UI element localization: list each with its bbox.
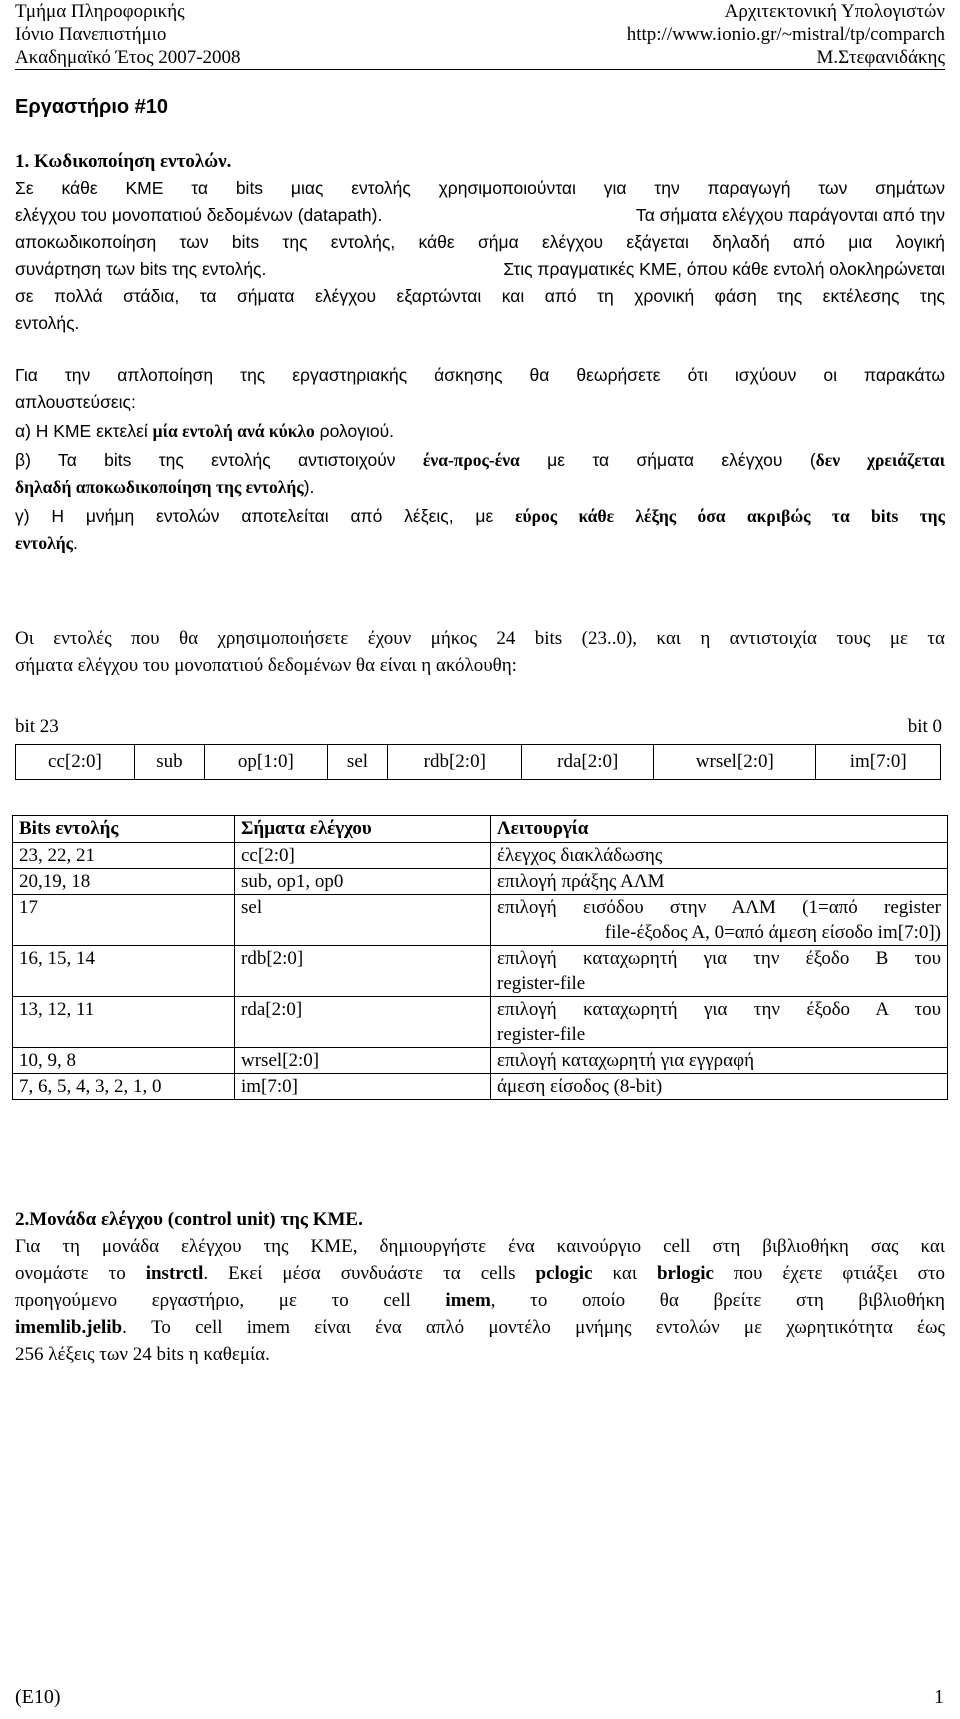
text-bold: δηλαδή αποκωδικοποίηση της εντολής bbox=[15, 477, 304, 497]
bits-cell: 16, 15, 14 bbox=[13, 946, 235, 997]
text-bold: εντολής bbox=[15, 533, 74, 553]
text: β) Τα bits της εντολής αντιστοιχούν bbox=[15, 450, 423, 470]
intro-line: εντολής. bbox=[15, 313, 80, 333]
signals-cell: im[7:0] bbox=[235, 1074, 491, 1100]
column-header: Λειτουργία bbox=[491, 816, 948, 843]
intro-line-row bbox=[15, 202, 945, 229]
body-line: 256 λέξεις των 24 bits η καθεμία. bbox=[15, 1344, 270, 1365]
text: ρολογιού. bbox=[314, 421, 395, 441]
header-row-2 bbox=[15, 24, 945, 45]
simplification-b-line1 bbox=[15, 447, 945, 474]
cell-name-bold: brlogic bbox=[656, 1263, 714, 1284]
signals-cell: rdb[2:0] bbox=[235, 946, 491, 997]
text-bold: δεν χρειάζεται bbox=[815, 450, 945, 470]
intro-line: ελέγχου του μονοπατιού δεδομένων (datapath). bbox=[15, 205, 383, 225]
text: που έχετε φτιάξει στο bbox=[713, 1263, 946, 1284]
table-row bbox=[13, 869, 948, 895]
function-cell bbox=[491, 997, 948, 1048]
text: . Το cell imem είναι ένα απλό μοντέλο μνήμης εντολών με χωρητικότητα έως bbox=[122, 1317, 945, 1338]
function-line: επιλογή πράξης ΑΛΜ bbox=[497, 871, 665, 892]
cell-name-bold: pclogic bbox=[535, 1263, 593, 1284]
table-header-row bbox=[13, 816, 948, 843]
bits-cell: 7, 6, 5, 4, 3, 2, 1, 0 bbox=[13, 1074, 235, 1100]
column-header: Σήματα ελέγχου bbox=[235, 816, 491, 843]
bits-cell: 23, 22, 21 bbox=[13, 843, 235, 869]
intro-line-row bbox=[15, 256, 945, 283]
signal-mapping-table bbox=[12, 815, 948, 1100]
function-cell bbox=[491, 869, 948, 895]
header-course: Αρχιτεκτονική Υπολογιστών bbox=[724, 1, 945, 22]
note-line: σήματα ελέγχου του μονοπατιού δεδομένων θα είναι η ακόλουθη: bbox=[15, 655, 517, 676]
table-row bbox=[13, 997, 948, 1048]
bit-field-cell: sub bbox=[134, 745, 204, 780]
bit-field-cell: sel bbox=[327, 745, 388, 780]
header-url[interactable]: http://www.ionio.gr/~mistral/tp/comparch bbox=[626, 24, 945, 45]
text: και bbox=[592, 1263, 657, 1284]
header-university: Ιόνιο Πανεπιστήμιο bbox=[15, 24, 167, 45]
text: . Εκεί μέσα συνδυάστε τα cells bbox=[203, 1263, 536, 1284]
function-cell bbox=[491, 895, 948, 946]
bit-field-cell: rdb[2:0] bbox=[388, 745, 522, 780]
header-academic-year: Ακαδημαϊκό Έτος 2007-2008 bbox=[15, 47, 241, 68]
function-cell bbox=[491, 843, 948, 869]
intro-line: αποκωδικοποίηση των bits της εντολής, κάθε σήμα ελέγχου εξάγεται δηλαδή από μια λογική bbox=[15, 232, 945, 252]
simplifications-line: Για την απλοποίηση της εργαστηριακής άσκησης θα θεωρήσετε ότι ισχύουν οι παρακάτω bbox=[15, 365, 945, 385]
text-bold: μία εντολή ανά κύκλο bbox=[152, 421, 315, 441]
function-line: file-έξοδος Α, 0=από άμεση είσοδο im[7:0]) bbox=[604, 922, 941, 943]
note-line: Οι εντολές που θα χρησιμοποιήσετε έχουν μήκος 24 bits (23..0), και η αντιστοιχία τους με τα bbox=[15, 628, 945, 649]
footer-label: (E10) bbox=[15, 1686, 61, 1708]
signals-cell: rda[2:0] bbox=[235, 997, 491, 1048]
text: με τα σήματα ελέγχου ( bbox=[519, 450, 816, 470]
instruction-length-note bbox=[15, 625, 945, 679]
function-cell bbox=[491, 946, 948, 997]
header-row-1 bbox=[15, 1, 945, 22]
text-bold: εύρος κάθε λέξης όσα ακριβώς τα bits της bbox=[515, 506, 945, 526]
bits-cell: 17 bbox=[13, 895, 235, 946]
signals-cell: cc[2:0] bbox=[235, 843, 491, 869]
function-line: επιλογή εισόδου στην ΑΛΜ (1=από register bbox=[497, 897, 941, 918]
function-line: επιλογή καταχωρητή για εγγραφή bbox=[497, 1050, 755, 1071]
function-line: άμεση είσοδος (8-bit) bbox=[497, 1076, 663, 1097]
intro-line: σε πολλά στάδια, τα σήματα ελέγχου εξαρτώνται και από τη χρονική φάση της εκτέλεσης της bbox=[15, 286, 945, 306]
bit-field-table bbox=[15, 744, 941, 780]
signals-cell: sub, op1, op0 bbox=[235, 869, 491, 895]
header-department: Τμήμα Πληροφορικής bbox=[15, 1, 185, 22]
table-row bbox=[13, 946, 948, 997]
text: . bbox=[73, 533, 78, 553]
simplifications-line: απλουστεύσεις: bbox=[15, 392, 136, 412]
bits-cell: 20,19, 18 bbox=[13, 869, 235, 895]
simplification-c-line1 bbox=[15, 503, 945, 530]
body-line bbox=[15, 1260, 945, 1287]
cell-name-bold: imem bbox=[445, 1290, 491, 1311]
bit-msb-label: bit 23 bbox=[15, 716, 59, 737]
section2-body bbox=[15, 1233, 945, 1368]
body-line bbox=[15, 1287, 945, 1314]
body-line: Για τη μονάδα ελέγχου της ΚΜΕ, δημιουργήστε ένα καινούργιο cell στη βιβλιοθήκη σας και bbox=[15, 1236, 945, 1257]
intro-line: συνάρτηση των bits της εντολής. bbox=[15, 259, 267, 279]
simplifications bbox=[15, 362, 945, 557]
function-cell bbox=[491, 1048, 948, 1074]
library-name-bold: imemlib.jelib bbox=[15, 1317, 123, 1338]
cell-name-bold: instrctl bbox=[145, 1263, 204, 1284]
table-row bbox=[13, 1074, 948, 1100]
column-header: Bits εντολής bbox=[13, 816, 235, 843]
simplification-c-line2 bbox=[15, 530, 945, 557]
bit-field-row bbox=[16, 745, 941, 780]
bit-field-cell: im[7:0] bbox=[816, 745, 941, 780]
table-row bbox=[13, 843, 948, 869]
intro-line: Στις πραγματικές ΚΜΕ, όπου κάθε εντολή ολοκληρώνεται bbox=[503, 259, 945, 279]
bit-lsb-label: bit 0 bbox=[907, 716, 942, 737]
function-line: επιλογή καταχωρητή για την έξοδο Β του bbox=[497, 948, 941, 969]
bit-field-cell: wrsel[2:0] bbox=[654, 745, 816, 780]
bits-cell: 13, 12, 11 bbox=[13, 997, 235, 1048]
section1-intro bbox=[15, 175, 945, 337]
function-line: register-file bbox=[497, 973, 586, 994]
bit-field-cell: rda[2:0] bbox=[522, 745, 654, 780]
header-author: Μ.Στεφανιδάκης bbox=[816, 47, 945, 68]
simplification-a bbox=[15, 418, 945, 445]
text: , το οποίο θα βρείτε στη βιβλιοθήκη bbox=[490, 1290, 945, 1311]
signals-cell: wrsel[2:0] bbox=[235, 1048, 491, 1074]
intro-line: Τα σήματα ελέγχου παράγονται από την bbox=[635, 205, 945, 225]
text-bold: ένα-προς-ένα bbox=[422, 450, 520, 470]
function-line: επιλογή καταχωρητή για την έξοδο Α του bbox=[497, 999, 941, 1020]
function-cell bbox=[491, 1074, 948, 1100]
function-line: register-file bbox=[497, 1024, 586, 1045]
header-divider bbox=[15, 69, 945, 70]
text: ονομάστε το bbox=[15, 1263, 146, 1284]
function-line: έλεγχος διακλάδωσης bbox=[497, 845, 663, 866]
simplification-b-line2 bbox=[15, 474, 945, 501]
bit-field-cell: cc[2:0] bbox=[16, 745, 135, 780]
table-row bbox=[13, 895, 948, 946]
text: προηγούμενο εργαστήριο, με το cell bbox=[15, 1290, 446, 1311]
intro-line: Σε κάθε ΚΜΕ τα bits μιας εντολής χρησιμοποιούνται για την παραγωγή των σημάτων bbox=[15, 178, 945, 198]
text: ). bbox=[303, 477, 315, 497]
body-line bbox=[15, 1314, 945, 1341]
section1-heading: 1. Κωδικοποίηση εντολών. bbox=[15, 151, 232, 172]
page-title: Εργαστήριο #10 bbox=[15, 96, 169, 118]
page-number: 1 bbox=[934, 1686, 944, 1708]
header-row-3 bbox=[15, 47, 945, 68]
bits-cell: 10, 9, 8 bbox=[13, 1048, 235, 1074]
section2-heading: 2.Μονάδα ελέγχου (control unit) της ΚΜΕ. bbox=[15, 1209, 363, 1230]
text: α) Η ΚΜΕ εκτελεί bbox=[15, 421, 153, 441]
signals-cell: sel bbox=[235, 895, 491, 946]
text: γ) Η μνήμη εντολών αποτελείται από λέξεις, με bbox=[15, 506, 516, 526]
bit-field-cell: op[1:0] bbox=[204, 745, 327, 780]
table-row bbox=[13, 1048, 948, 1074]
